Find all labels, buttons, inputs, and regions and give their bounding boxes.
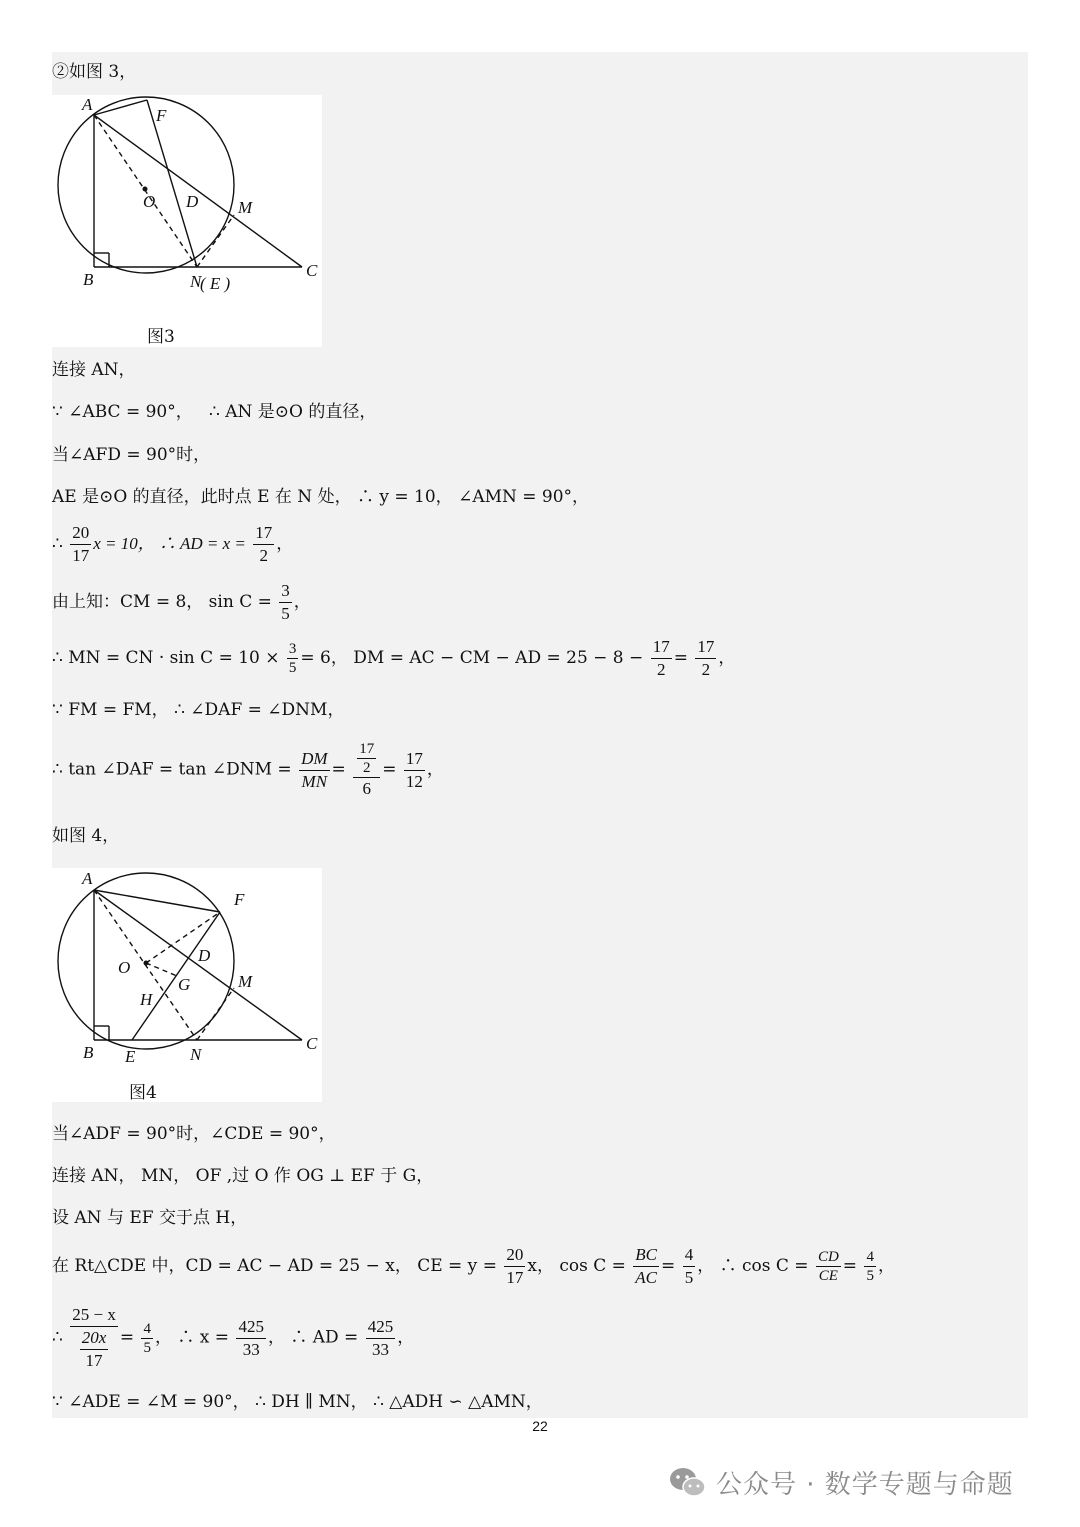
wechat-icon [668,1465,708,1501]
label-d: D [186,192,199,211]
text-afd-90: 当∠AFD = 90°时， [52,445,211,465]
heading-figure4: 如图 4， [52,826,120,846]
text-ae-diameter: AE 是⊙O 的直径，此时点 E 在 N 处， ∴ y = 10， ∠AMN = 90°， [52,487,590,507]
text-mn-dm: ∴ MN = CN · sin C = 10 × $\frac{3}{5}$ = 6， DM = AC − CM − AD = 25 − 8 − $\frac{17}{2}$ = $\frac{17}{2}$ ， [52,637,736,679]
frac-cd-ce: $\frac{CD}{CE}$ [817,1249,839,1284]
label-a: A [82,95,93,114]
frac-17-2: $\frac{17}{2}$ [255,523,273,565]
text-similar: ∵ ∠ADE = ∠M = 90°， ∴ DH ∥ MN， ∴ △ADH ∽ △AMN， [52,1392,543,1412]
heading-figure3: ②如图 3， [52,62,137,82]
frac-dm-mn: $\frac{DM}{MN}$ [301,748,328,791]
label-m: M [238,198,253,217]
label-o4: O [118,958,131,977]
label-f: F [156,106,167,125]
frac-17-2-c: $\frac{17}{2}$ [697,637,715,679]
watermark-text: 公众号 · 数学专题与命题 [716,1470,1014,1500]
frac-nested: $\frac{\frac{17}{2}}{6}$ [353,740,380,800]
label-e: ( E ) [200,274,231,293]
label-b: B [83,270,94,289]
watermark [668,1464,1014,1501]
frac-4-5-b: $\frac{4}{5}$ [866,1249,874,1284]
text-connect-og: 连接 AN， MN， OF ,过 O 作 OG ⊥ EF 于 G， [52,1166,434,1186]
frac-425-33-b: $\frac{425}{33}$ [367,1316,394,1359]
label-c: C [306,261,318,280]
label-c4: C [306,1034,318,1053]
caption-fig4: 图4 [129,1083,157,1102]
text-adf-90: 当∠ADF = 90°时，∠CDE = 90°， [52,1124,336,1144]
label-d4: D [198,946,211,965]
frac-4-5-c: $\frac{4}{5}$ [143,1320,151,1356]
text-connect-an: 连接 AN， [52,360,136,380]
frac-20-17: $\frac{20}{17}$ [72,523,90,565]
caption-fig3: 图3 [147,327,175,347]
text-h-point: 设 AN 与 EF 交于点 H， [52,1208,248,1228]
label-g4: G [178,975,191,994]
frac-3-5: $\frac{3}{5}$ [281,581,290,623]
figure-4 [52,868,322,1102]
page-number: 22 [532,1418,548,1434]
text-arc-fm: ∵ FM = FM， ∴ ∠DAF = ∠DNM， [52,700,345,720]
text-rt-cde: 在 Rt△CDE 中，CD = AC − AD = 25 − x， CE = y = $\frac{20}{17}$ x， cos C = $\frac{BC}{AC}$ = $\frac{4}{5}$ ， ∴ cos C = $\frac{CD}{CE}$ = $\frac{4}{5}$ ， [52,1245,895,1287]
label-h4: H [140,990,153,1009]
label-e4: E [125,1047,136,1066]
frac-3-5-b: $\frac{3}{5}$ [288,641,297,676]
text-abc-90: ∵ ∠ABC = 90°， ∴ AN 是⊙O 的直径， [52,402,377,422]
frac-425-33: $\frac{425}{33}$ [238,1316,264,1359]
text-x-eq: ∴ $\frac{20}{17}$ x = 10， ∴ AD = x = $\frac{17}{2}$ ， [52,523,294,565]
label-m4: M [238,972,253,991]
label-n: N [190,272,202,291]
label-o: O [143,192,156,211]
figure-3 [52,95,322,347]
frac-17-2-b: $\frac{17}{2}$ [652,637,670,679]
text-tan: ∴ tan ∠DAF = tan ∠DNM = $\frac{DM}{MN}$ = $\frac{\frac{17}{2}}{6}$ = $\frac{17}{12}$ ， [52,741,444,798]
text-solve-x: ∴ $\frac{25 - x}{\frac{20x}{17}}$ = $\frac{4}{5}$ ， ∴ x = $\frac{425}{33}$ ， ∴ AD = $\frac{425}{33}$ ， [52,1305,415,1370]
frac-4-5: $\frac{4}{5}$ [684,1245,694,1287]
frac-bc-ac: $\frac{BC}{AC}$ [635,1245,658,1287]
circle-o-fig3 [58,97,234,273]
label-a4: A [82,869,93,888]
frac-17-12: $\frac{17}{12}$ [405,748,423,791]
text-cm-sinc: 由上知：CM = 8， sin C = $\frac{3}{5}$ ， [52,581,311,623]
label-f4: F [234,890,245,909]
label-b4: B [83,1043,94,1062]
label-n4: N [190,1045,202,1064]
frac-25x-nested: $\frac{25 - x}{\frac{20x}{17}}$ [72,1305,116,1370]
frac-20-17-b: $\frac{20}{17}$ [506,1245,524,1287]
